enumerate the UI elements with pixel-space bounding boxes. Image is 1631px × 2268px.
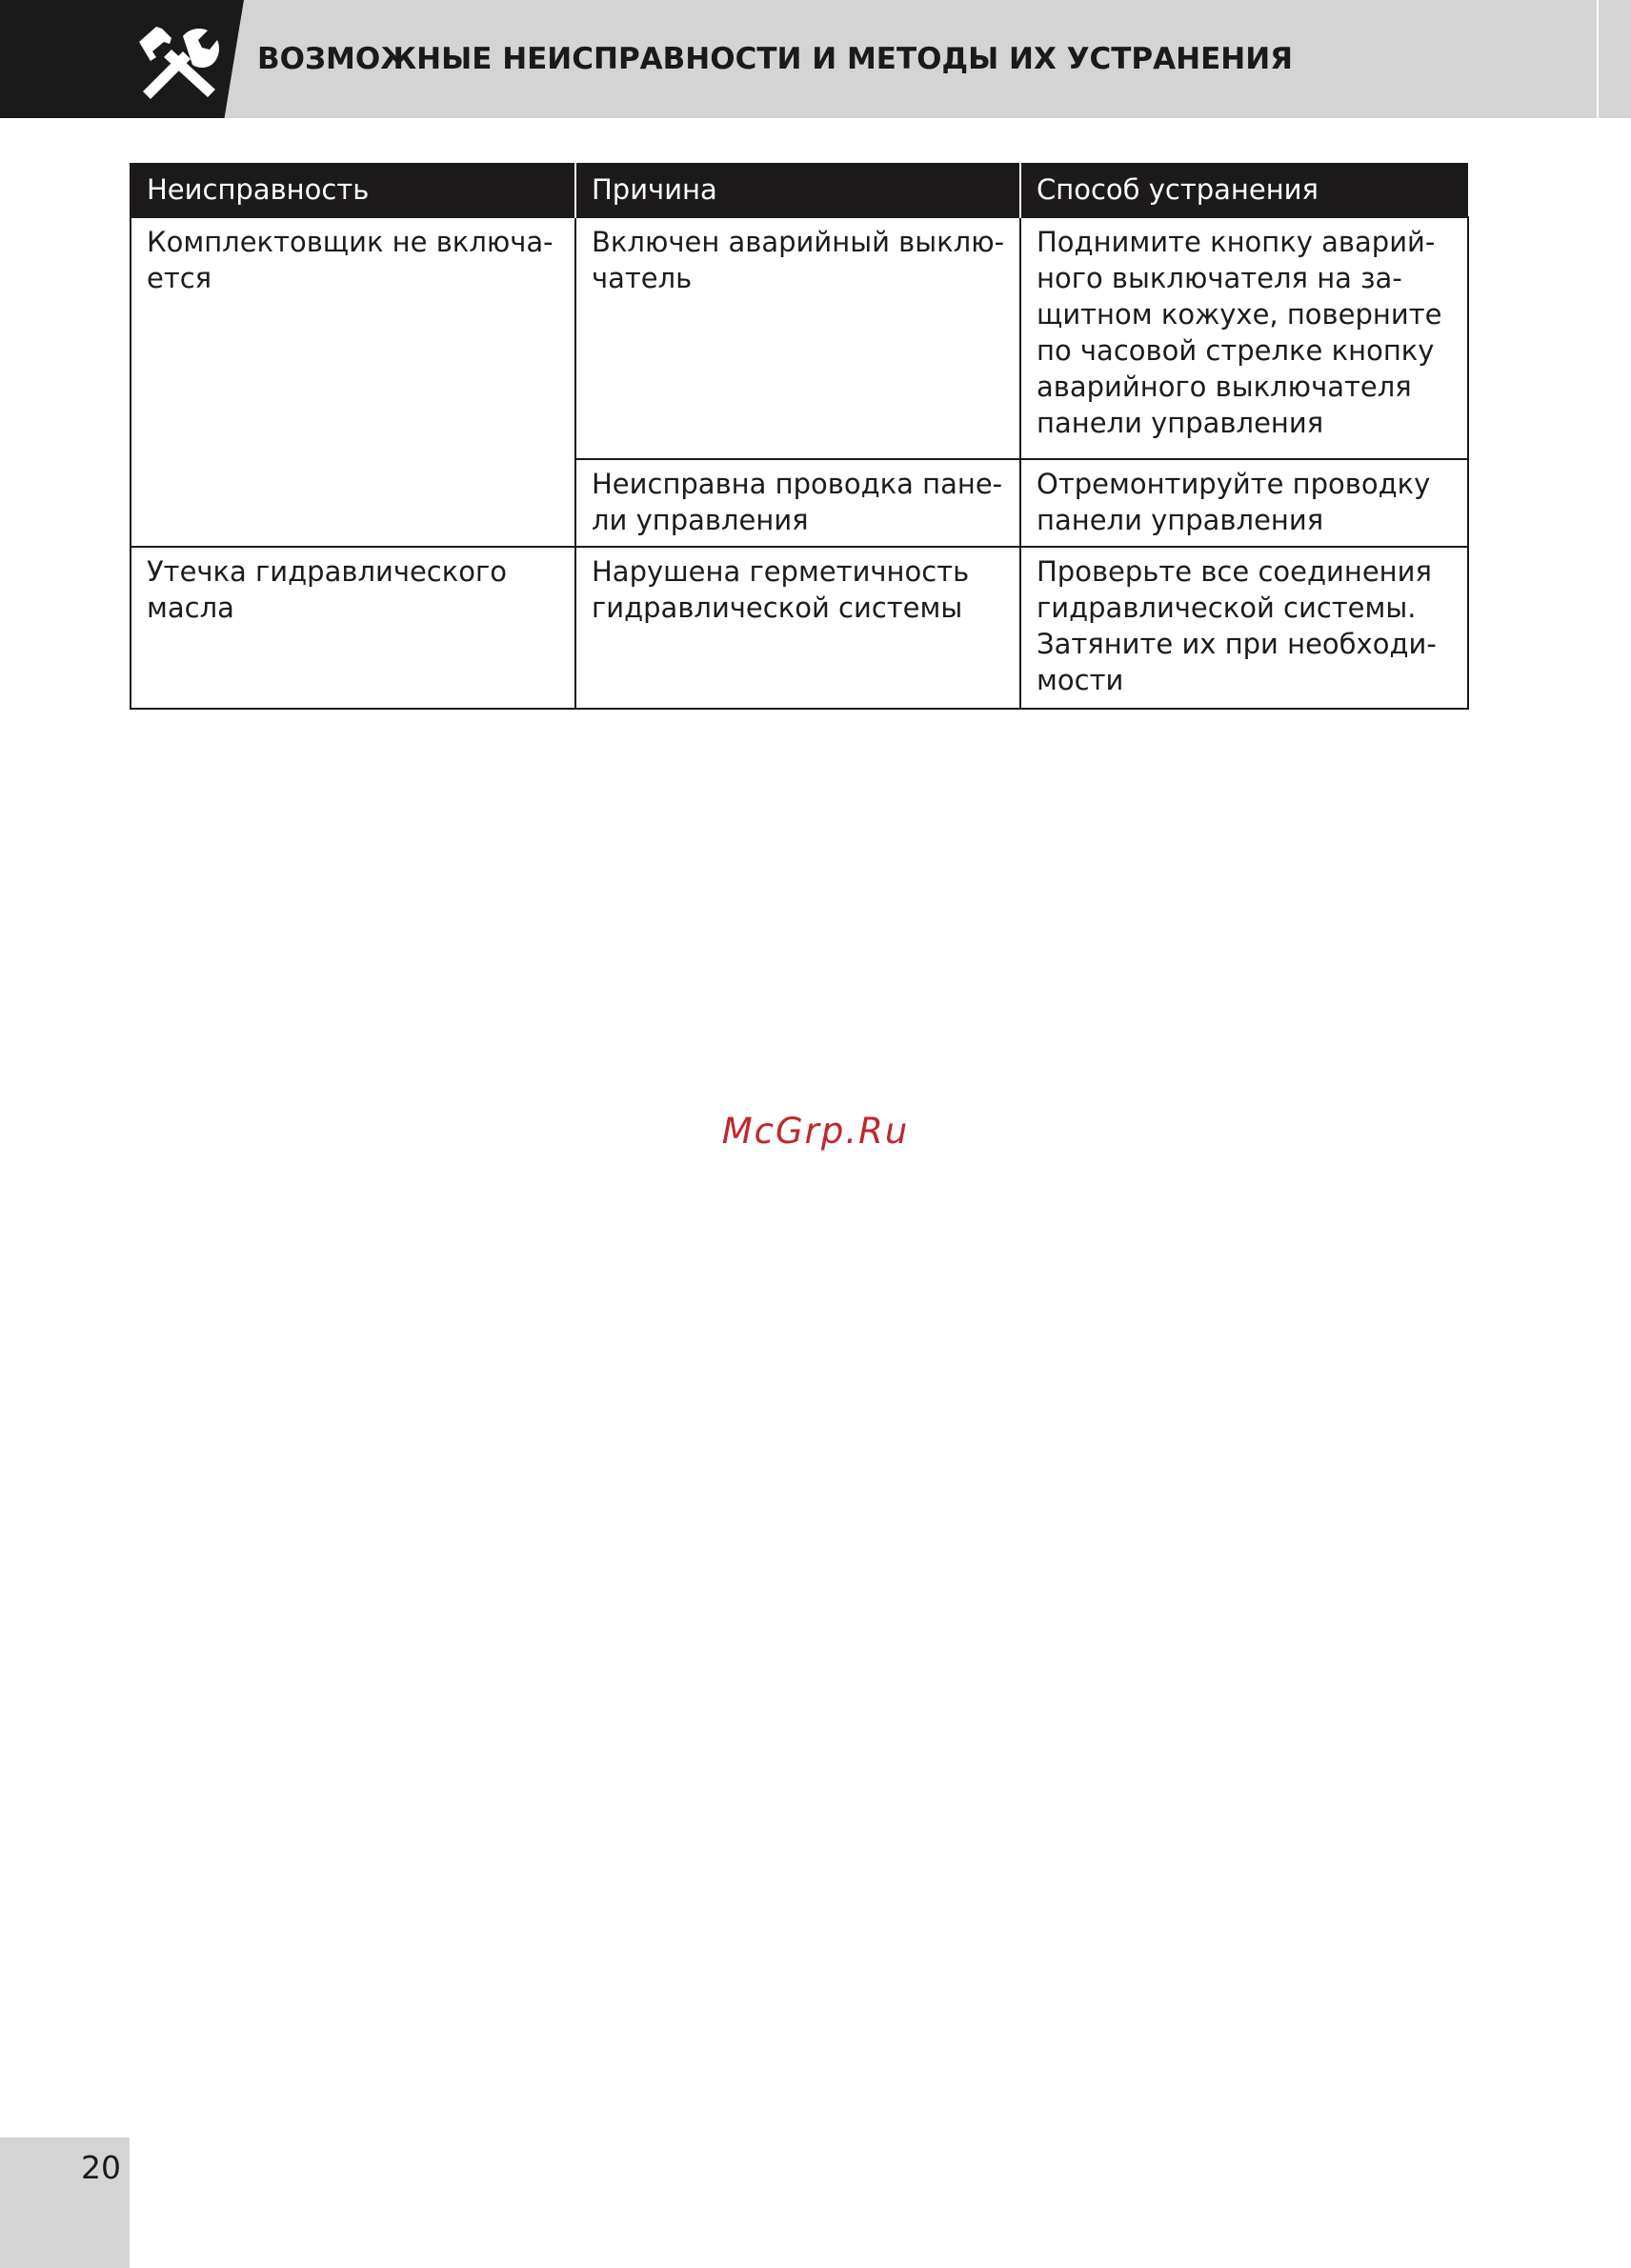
page-title: ВОЗМОЖНЫЕ НЕИСПРАВНОСТИ И МЕТОДЫ ИХ УСТРАНЕНИЯ: [257, 42, 1294, 76]
page-number: 20: [81, 2149, 121, 2186]
table-row: [131, 217, 1468, 459]
fault-cell: Утечка гидравлического масла: [131, 547, 575, 709]
watermark: McGrp.Ru: [721, 1111, 910, 1152]
fault-cell: Комплектовщик не включа-ется: [131, 217, 575, 547]
column-header-remedy: Способ устранения: [1020, 163, 1468, 217]
cause-cell: Неисправна проводка пане-ли управления: [575, 459, 1020, 547]
remedy-cell: Проверьте все соединения гидравлической системы. Затяните их при необходи-мости: [1020, 547, 1468, 709]
remedy-cell: Отремонтируйте проводку панели управления: [1020, 459, 1468, 547]
hammer-wrench-icon: [135, 23, 223, 103]
column-header-fault: Неисправность: [131, 163, 575, 217]
header-divider: [1597, 0, 1599, 118]
cause-cell: Включен аварийный выклю-чатель: [575, 217, 1020, 459]
remedy-cell: Поднимите кнопку аварий-ного выключателя на за-щитном кожухе, поверните по часовой стрелке кнопку аварийного выключателя панели управления: [1020, 217, 1468, 459]
table-row: [131, 547, 1468, 709]
column-header-cause: Причина: [575, 163, 1020, 217]
faults-table: [130, 163, 1469, 710]
cause-cell: Нарушена герметичность гидравлической системы: [575, 547, 1020, 709]
table-header-row: [131, 163, 1468, 217]
